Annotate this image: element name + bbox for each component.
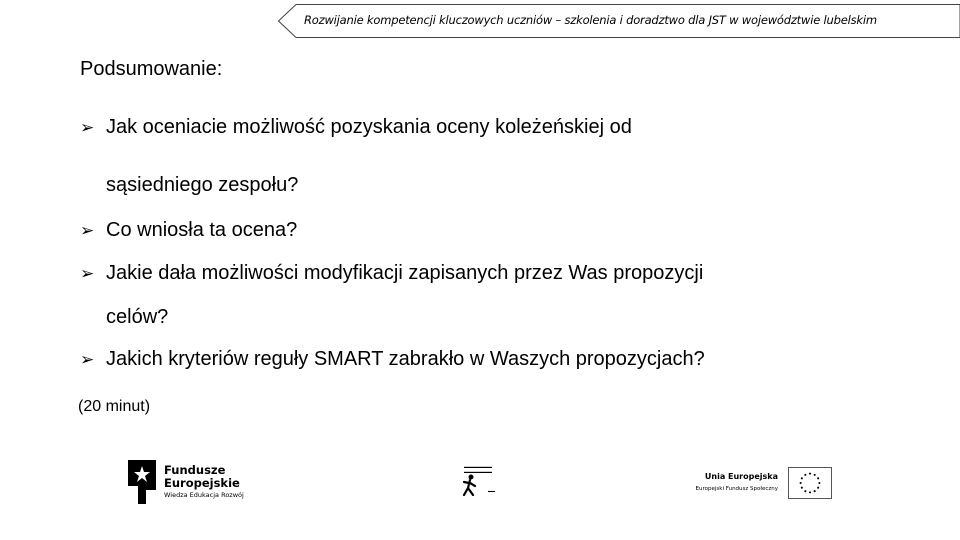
bullet-item (80, 262, 703, 285)
header-banner (278, 4, 960, 38)
bullet-text: Jak oceniacie możliwość pozyskania oceny koleżeńskiej od (106, 116, 632, 138)
bullet-item (80, 116, 632, 139)
fe-logo-subtitle: Wiedza Edukacja Rozwój (164, 491, 244, 499)
partner-logo (462, 462, 506, 496)
unia-europejska-logo (686, 467, 832, 499)
duration-note: (20 minut) (78, 398, 151, 415)
fe-logo-line2: Europejskie (164, 476, 240, 490)
bullet-text: Co wniosła ta ocena? (106, 219, 298, 241)
partner-logo-caption: ▬▬ (488, 489, 495, 493)
eu-logo-subtitle: Europejski Fundusz Społeczny (695, 486, 778, 492)
arrow-bullet-icon: ➢ (80, 264, 95, 283)
fe-logo-text (164, 464, 240, 490)
arrow-bullet-icon: ➢ (80, 118, 95, 137)
bullet-text-continuation: sąsiedniego zespołu? (106, 174, 299, 196)
walking-figure-icon (462, 474, 478, 496)
bullet-item (80, 219, 297, 242)
fundusze-europejskie-logo (128, 458, 260, 506)
bullet-text: Jakich kryteriów reguły SMART zabrakło w Waszych propozycjach? (106, 348, 705, 370)
fe-star-mark-icon (128, 460, 156, 504)
arrow-bullet-icon: ➢ (80, 350, 95, 369)
arrow-bullet-icon: ➢ (80, 221, 95, 240)
fe-logo-line1: Fundusze (164, 463, 226, 477)
partner-logo-text: ▬▬▬▬▬▬▬ ▬▬▬▬▬▬▬ (464, 464, 492, 474)
bullet-text-continuation: celów? (106, 306, 169, 328)
eu-logo-title: Unia Europejska (704, 472, 778, 481)
slide-title: Podsumowanie: (80, 58, 223, 80)
eu-flag-icon (788, 467, 832, 499)
header-text: Rozwijanie kompetencji kluczowych uczniów – szkolenia i doradztwo dla JST w województwie lubelskim (304, 13, 877, 27)
bullet-text: Jakie dała możliwości modyfikacji zapisanych przez Was propozycji (106, 262, 704, 284)
bullet-item (80, 348, 705, 371)
